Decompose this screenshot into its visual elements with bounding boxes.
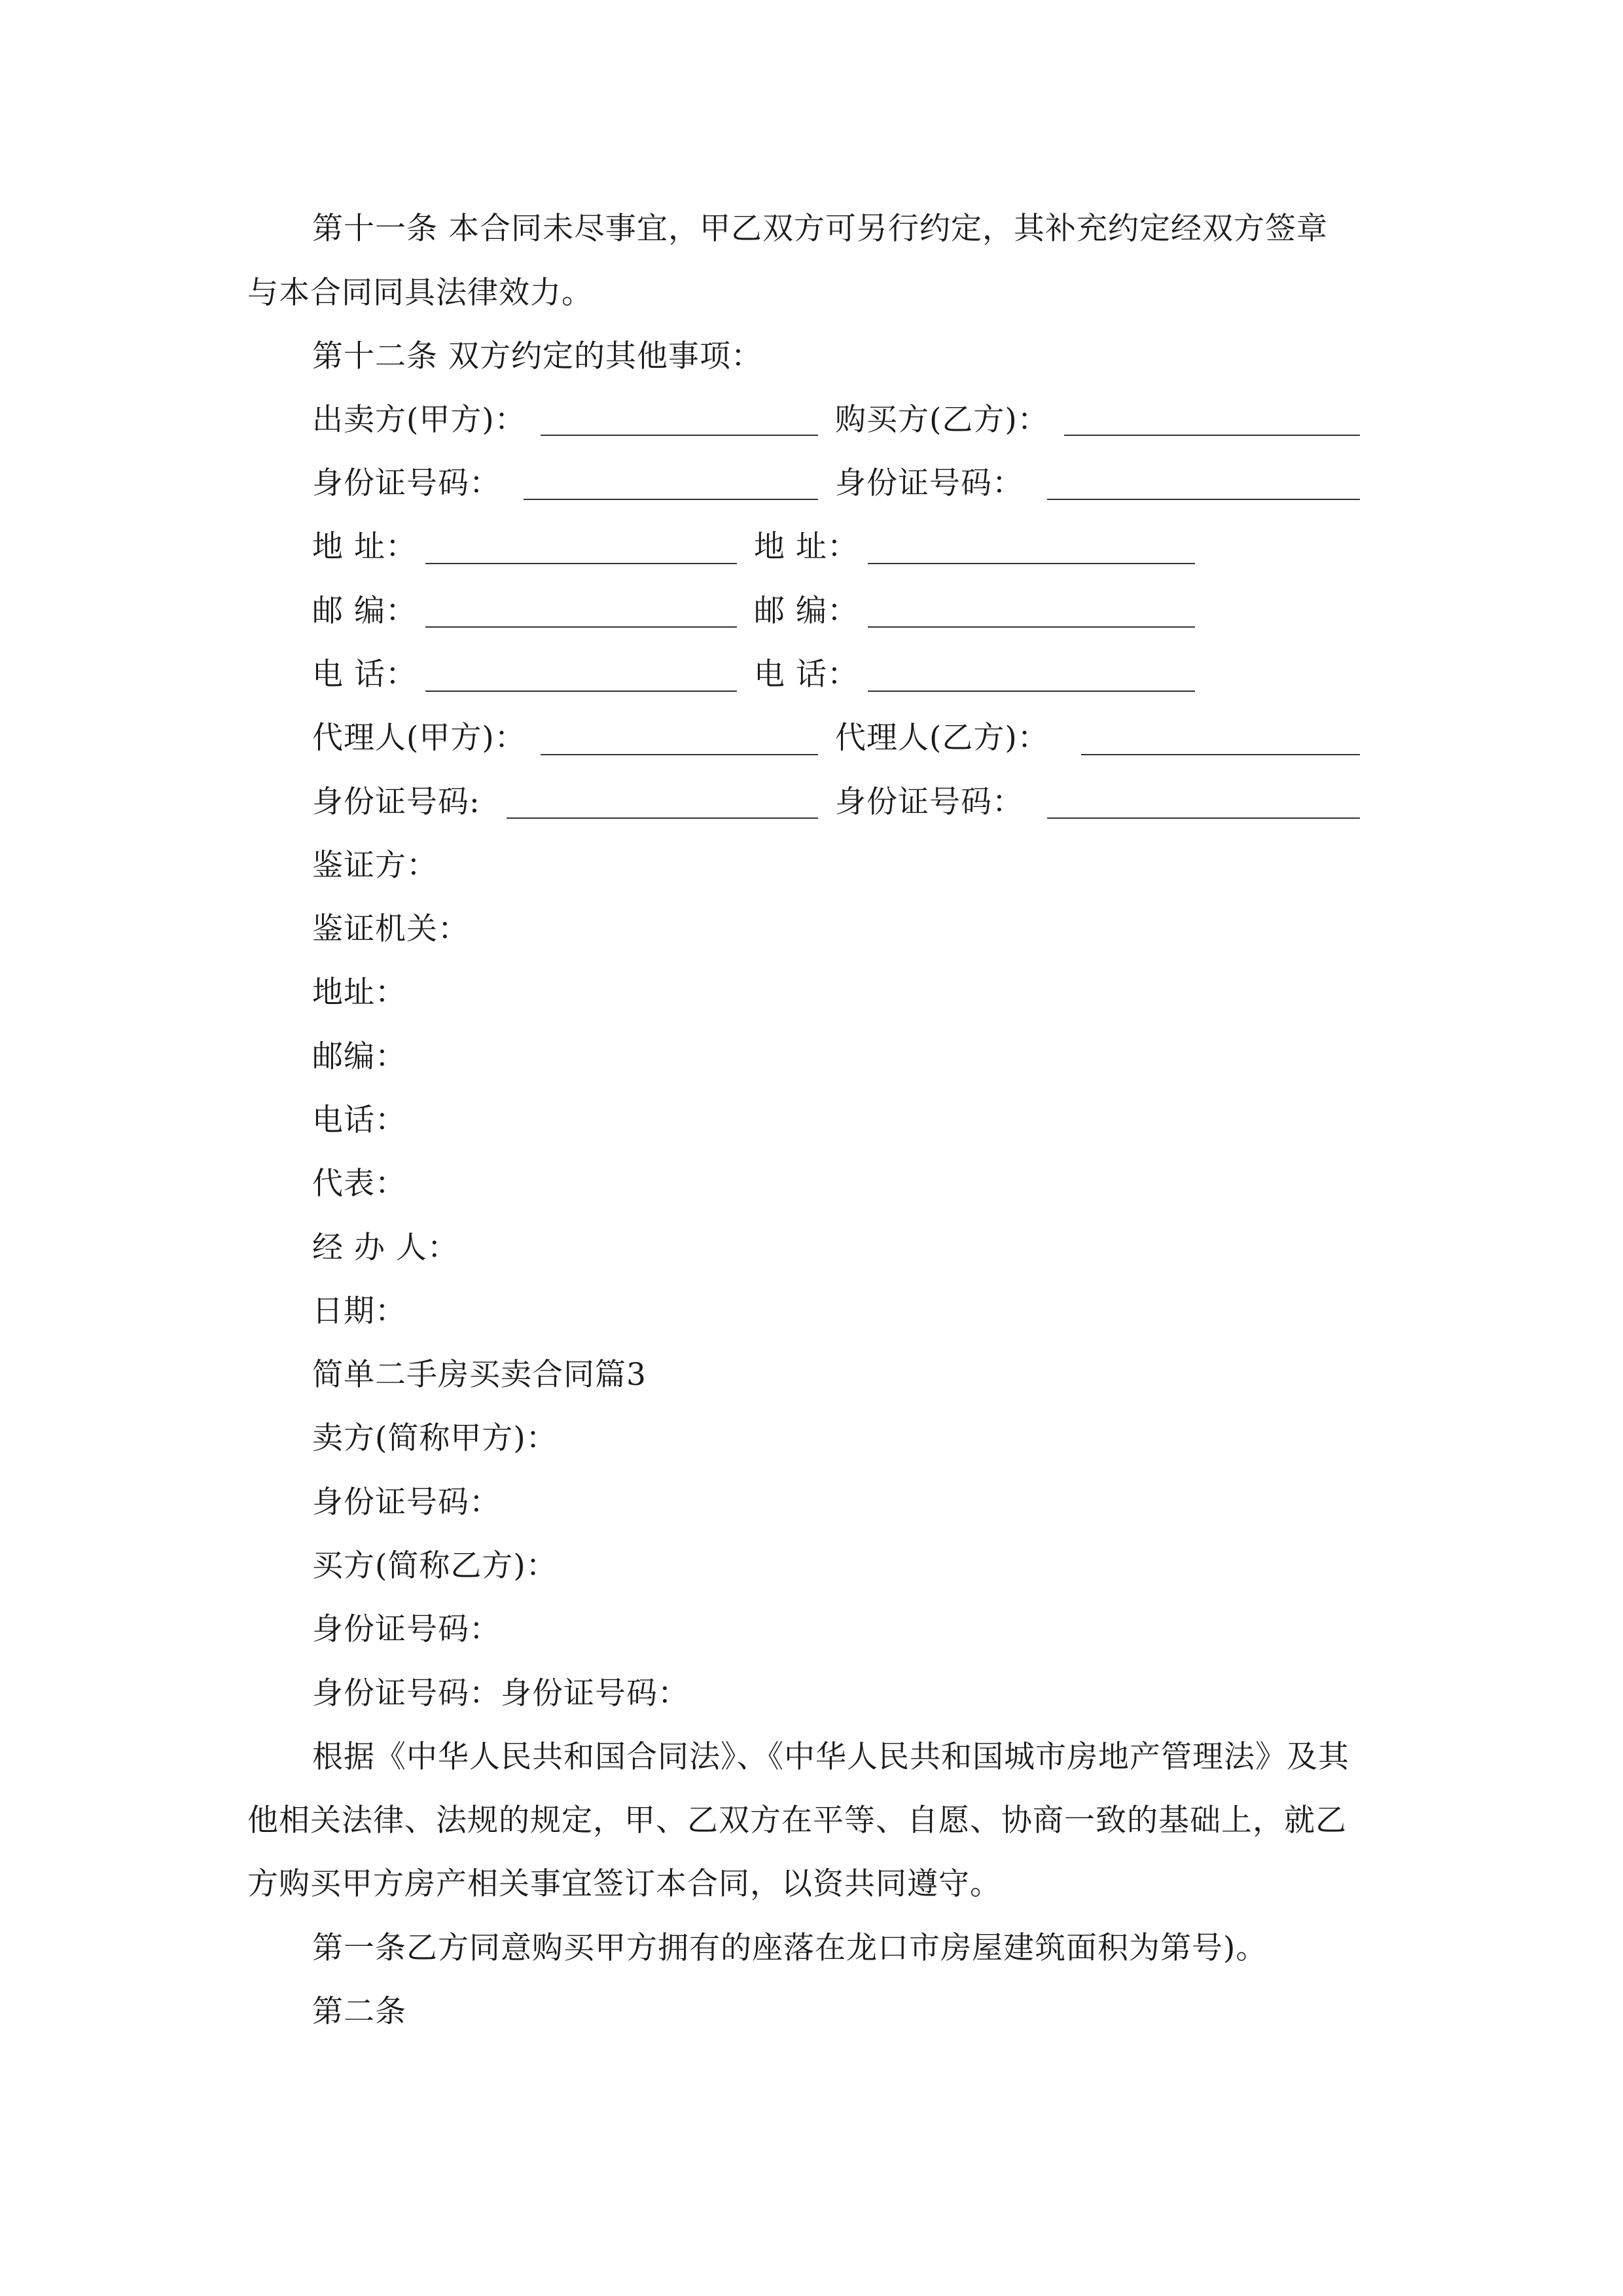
notary-postcode: 邮编：: [312, 1039, 406, 1075]
article-11-line-2: 与本合同同具法律效力。: [247, 275, 593, 311]
buyer-agent-id-underline: [1047, 817, 1360, 819]
contract-3-article-1: 第一条乙方同意购买甲方拥有的座落在龙口市房屋建筑面积为第号)。: [312, 1930, 1268, 1966]
seller-phone-label: 电 话：: [312, 656, 417, 692]
notary-address: 地址：: [312, 975, 406, 1011]
buyer-agent-label: 代理人(乙方)：: [835, 720, 1049, 756]
notary-representative: 代表：: [312, 1166, 406, 1202]
buyer-agent-underline: [1081, 754, 1360, 755]
contract-3-buyer-id: 身份证号码：: [312, 1611, 501, 1647]
notary-date: 日期：: [312, 1293, 406, 1329]
notary-authority: 鉴证机关：: [312, 911, 469, 947]
buyer-phone-label: 电 话：: [754, 656, 859, 692]
buyer-address-label: 地 址：: [754, 529, 859, 565]
seller-address-label: 地 址：: [312, 529, 417, 565]
seller-phone-underline: [425, 691, 737, 692]
article-11-line-1: 第十一条 本合同未尽事宜，甲乙双方可另行约定，其补充约定经双方签章: [312, 211, 1328, 247]
buyer-address-underline: [868, 563, 1195, 564]
seller-agent-label: 代理人(甲方)：: [312, 720, 526, 756]
contract-3-preamble-line-3: 方购买甲方房产相关事宜签订本合同，以资共同遵守。: [247, 1866, 1001, 1902]
contract-3-seller: 卖方(简称甲方)：: [312, 1420, 558, 1456]
seller-address-underline: [425, 563, 737, 564]
seller-label: 出卖方(甲方)：: [312, 402, 526, 438]
buyer-label: 购买方(乙方)：: [835, 402, 1049, 438]
seller-postcode-label: 邮 编：: [312, 593, 417, 629]
contract-3-article-2: 第二条: [312, 1994, 406, 2030]
contract-3-title: 简单二手房买卖合同篇3: [312, 1357, 647, 1393]
seller-id-underline: [524, 499, 818, 500]
article-12-heading: 第十二条 双方约定的其他事项：: [312, 338, 762, 374]
buyer-id-label: 身份证号码：: [835, 465, 1024, 501]
seller-agent-id-underline: [507, 817, 818, 819]
contract-3-both-ids: 身份证号码：身份证号码：: [312, 1676, 689, 1712]
notary-party: 鉴证方：: [312, 848, 438, 884]
buyer-postcode-label: 邮 编：: [754, 593, 859, 629]
notary-phone: 电话：: [312, 1102, 406, 1138]
seller-id-label: 身份证号码：: [312, 465, 501, 501]
contract-3-seller-id: 身份证号码：: [312, 1484, 501, 1520]
contract-3-preamble-line-2: 他相关法律、法规的规定，甲、乙双方在平等、自愿、协商一致的基础上，就乙: [247, 1803, 1347, 1839]
seller-postcode-underline: [425, 626, 737, 628]
buyer-id-underline: [1047, 499, 1360, 500]
buyer-postcode-underline: [868, 626, 1195, 628]
contract-3-buyer: 买方(简称乙方)：: [312, 1548, 558, 1584]
buyer-agent-id-label: 身份证号码：: [835, 784, 1024, 820]
contract-3-preamble-line-1: 根据《中华人民共和国合同法》、《中华人民共和国城市房地产管理法》及其: [312, 1739, 1349, 1775]
notary-handler: 经 办 人：: [312, 1230, 459, 1266]
seller-underline: [541, 435, 818, 436]
buyer-phone-underline: [868, 691, 1195, 692]
buyer-underline: [1064, 435, 1360, 436]
seller-agent-underline: [541, 754, 818, 755]
seller-agent-id-label: 身份证号码:: [312, 784, 480, 820]
